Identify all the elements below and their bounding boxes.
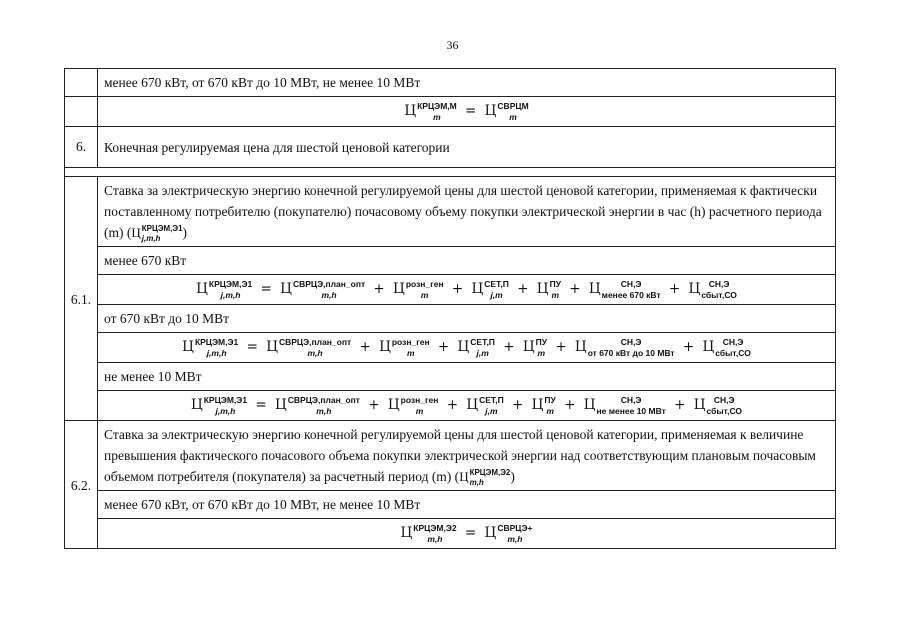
- table-row: [65, 519, 836, 549]
- row-number: 6.2.: [65, 421, 98, 549]
- formula-krcem-e2: Ц КРЦЭМ,Э2 m,h = Ц СВРЦЭ+ m,h: [98, 519, 836, 549]
- table-row: [65, 305, 836, 333]
- row-text: от 670 кВт до 10 МВт: [98, 305, 836, 333]
- formula-krcem-m: Ц КРЦЭМ,М m = Ц СВРЦМ m: [98, 97, 836, 127]
- formula-e1-medium: Ц КРЦЭМ,Э1 j,m,h = Ц СВРЦЭ,план_опт m,h + Ц розн_ген m + Ц СЕТ,П j,m + Ц ПУ m + Ц СН,Э от 670 кВт до 10 МВт + Ц СН,Э сбыт,СО: [98, 333, 836, 363]
- row-text: менее 670 кВт, от 670 кВт до 10 МВт, не менее 10 МВт: [98, 69, 836, 97]
- table-row: [65, 421, 836, 491]
- table-spacer: [65, 168, 836, 177]
- table-row: [65, 333, 836, 363]
- table-row: [65, 247, 836, 275]
- row-number: 6.1.: [65, 177, 98, 421]
- tariff-table: [64, 68, 836, 549]
- row-number-cell: [65, 69, 98, 97]
- row-number-cell: [65, 97, 98, 127]
- table-row: [65, 363, 836, 391]
- section-description: Ставка за электрическую энергию конечной регулируемой цены для шестой ценовой категории, применяемая к величине превышения фактического почасового объема покупки электрической энергии над соответствующим плановым почасовым объемом потребителя (покупателя) за расчетный период (m) (Ц КРЦЭМ,Э2 m,h ): [98, 421, 836, 491]
- row-number: 6.: [65, 127, 98, 168]
- section-title: Конечная регулируемая цена для шестой ценовой категории: [98, 127, 836, 168]
- section-description: Ставка за электрическую энергию конечной регулируемой цены для шестой ценовой категории, применяемая к фактически поставленному потребителю (покупателю) почасовому объему покупки электрической энергии в час (h) расчетного периода (m) (Ц КРЦЭМ,Э1 j,m,h ): [98, 177, 836, 247]
- table-row: [65, 127, 836, 168]
- table-row: [65, 97, 836, 127]
- formula-e1-small: Ц КРЦЭМ,Э1 j,m,h = Ц СВРЦЭ,план_опт m,h + Ц розн_ген m + Ц СЕТ,П j,m + Ц ПУ m + Ц СН,Э менее 670 кВт + Ц СН,Э сбыт,СО: [98, 275, 836, 305]
- table-row: [65, 177, 836, 247]
- row-text: не менее 10 МВт: [98, 363, 836, 391]
- table-row: [65, 491, 836, 519]
- formula-e1-large: Ц КРЦЭМ,Э1 j,m,h = Ц СВРЦЭ,план_опт m,h + Ц розн_ген m + Ц СЕТ,П j,m + Ц ПУ m + Ц СН,Э не менее 10 МВт + Ц СН,Э сбыт,СО: [98, 391, 836, 421]
- table-row: [65, 69, 836, 97]
- row-text: менее 670 кВт, от 670 кВт до 10 МВт, не менее 10 МВт: [98, 491, 836, 519]
- table-row: [65, 391, 836, 421]
- page-number: 36: [446, 38, 459, 52]
- row-text: менее 670 кВт: [98, 247, 836, 275]
- table-row: [65, 275, 836, 305]
